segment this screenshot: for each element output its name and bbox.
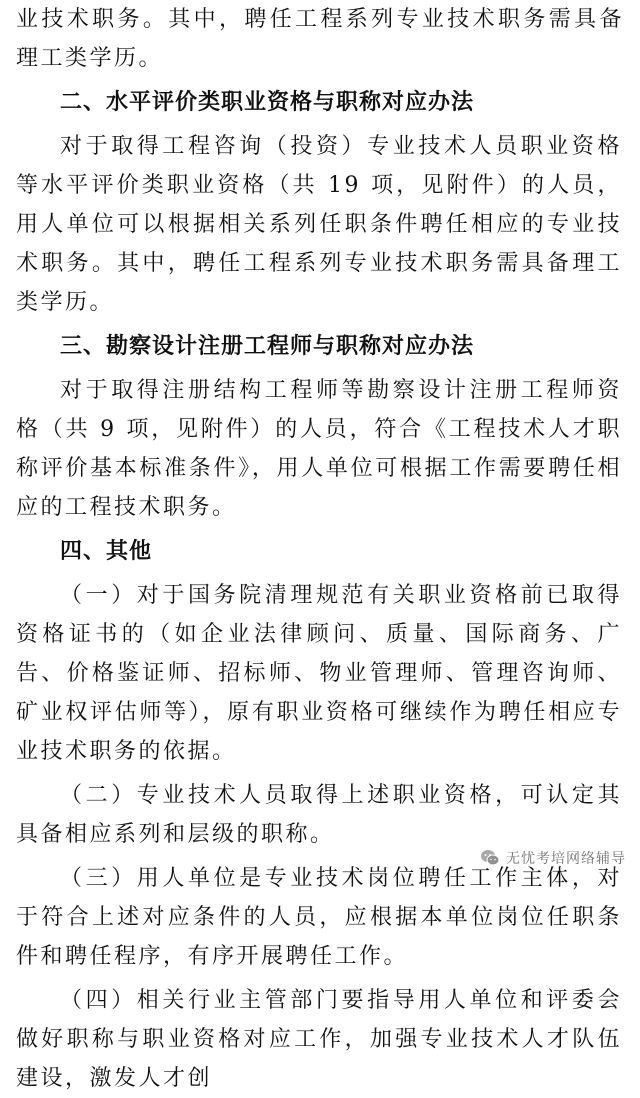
watermark xyxy=(480,848,626,868)
paragraph-other-four: （四）相关行业主管部门要指导用人单位和评委会做好职称与职业资格对应工作，加强专业技术人才队伍建设，激发人才创 xyxy=(16,988,622,1091)
watermark-text: 无忧考培网络辅导 xyxy=(506,851,626,867)
section-heading-two: 二、水平评价类职业资格与职称对应办法 xyxy=(60,90,475,115)
section-heading-four: 四、其他 xyxy=(60,539,153,564)
paragraph-survey-design-engineer: 对于取得注册结构工程师等勘察设计注册工程师资格（共 9 项，见附件）的人员，符合《工程技术人才职称评价基本标准条件》，用人单位可根据工作需要聘任相应的工程技术职务。 xyxy=(16,378,622,520)
section-heading-three: 三、勘察设计注册工程师与职称对应办法 xyxy=(60,334,475,359)
paragraph-other-three: （三）用人单位是专业技术岗位聘任工作主体，对于符合上述对应条件的人员，应根据本单位岗位任职条件和聘任程序，有序开展聘任工作。 xyxy=(16,866,622,969)
paragraph-other-two: （二）专业技术人员取得上述职业资格，可认定其具备相应系列和层级的职称。 xyxy=(16,783,622,847)
wechat-icon xyxy=(480,848,500,868)
paragraph-continuation: 业技术职务。其中，聘任工程系列专业技术职务需具备理工类学历。 xyxy=(16,7,624,71)
paragraph-other-one: （一）对于国务院清理规范有关职业资格前已取得资格证书的（如企业法律顾问、质量、国际商务、广告、价格鉴证师、招标师、物业管理师、管理咨询师、矿业权评估师等），原有职业资格可继续作为聘任相应专业技术职务的依据。 xyxy=(16,583,622,764)
paragraph-horizontal-qualification: 对于取得工程咨询（投资）专业技术人员职业资格等水平评价类职业资格（共 19 项，见附件）的人员，用人单位可以根据相关系列任职条件聘任相应的专业技术职务。其中，聘任工程系列专业技术职务需具备理工类学历。 xyxy=(16,134,622,315)
